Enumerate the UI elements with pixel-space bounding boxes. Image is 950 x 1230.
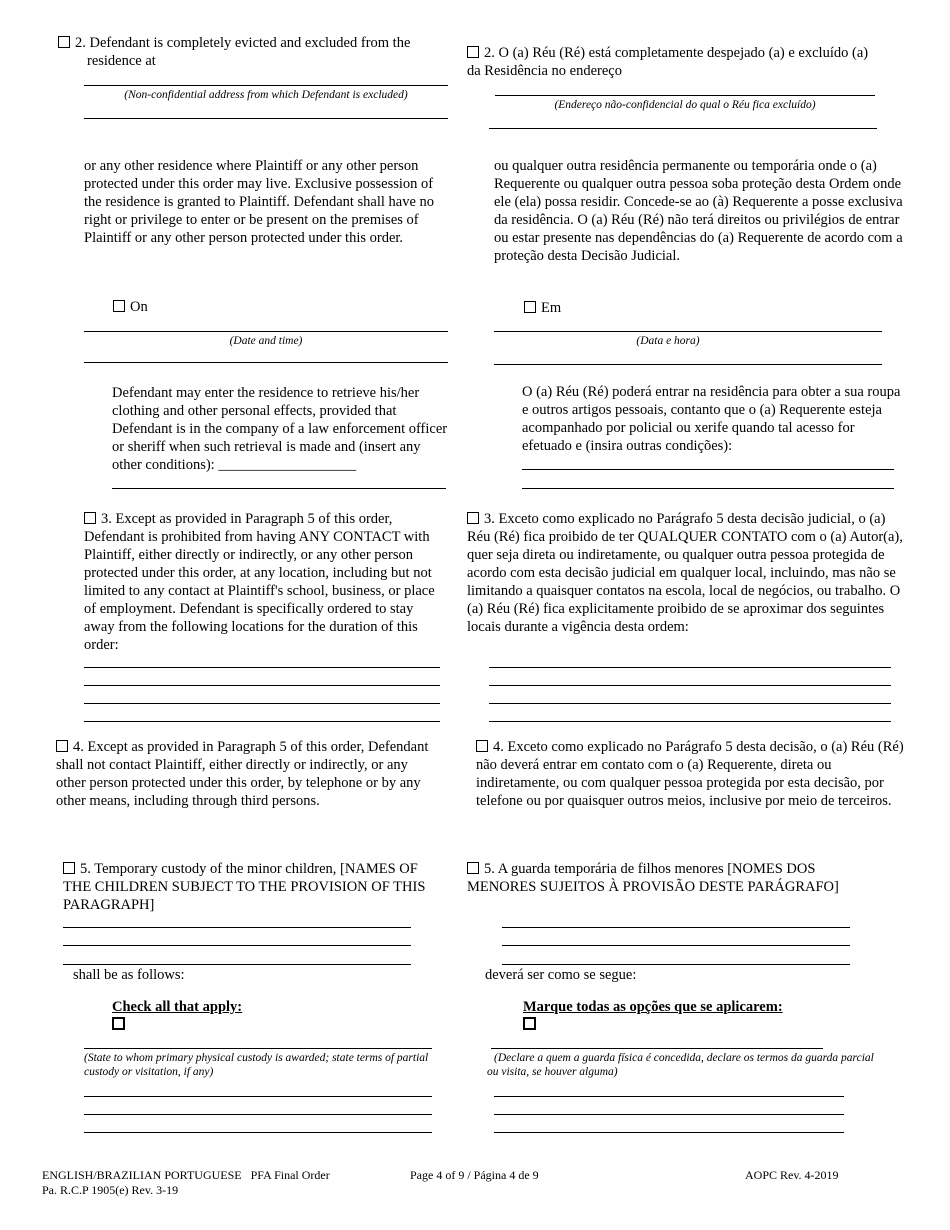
pt-address-line[interactable] bbox=[495, 95, 875, 96]
en-date-line-2[interactable] bbox=[84, 362, 448, 363]
pt-item5 bbox=[467, 860, 887, 896]
pt-location-line-3[interactable] bbox=[489, 703, 891, 704]
checkbox-icon[interactable] bbox=[58, 36, 70, 48]
checkbox-icon[interactable] bbox=[467, 46, 479, 58]
en-item5-text: 5. Temporary custody of the minor children, [NAMES OF THE CHILDREN SUBJECT TO THE PROVISION OF THIS PARAGRAPH] bbox=[63, 861, 426, 913]
pt-item2-body: ou qualquer outra residência permanente ou temporária onde o (a) Requerente ou qualquer outra pessoa soba proteção desta Ordem onde ele (ela) possa residir. Concede-se ao (à) Requerente a posse exclusiva da residência. O (a) Réu (Ré) não terá direitos ou privilégios de entrar ou estar presente nas dependências do (a) Requerente de acordo com a proteção desta Decisão Judicial. bbox=[494, 158, 903, 264]
en-on-option bbox=[113, 298, 148, 316]
pt-date-line[interactable] bbox=[494, 331, 882, 332]
pt-item4 bbox=[476, 738, 904, 810]
en-item2-body: or any other residence where Plaintiff or any other person protected under this order may live. Exclusive possession of the residence is granted to Plaintiff. Defendant shall have no right or privilege to enter or be present on the premises of Plaintiff or any other person protected under this order. bbox=[84, 158, 435, 246]
en-children-line-1[interactable] bbox=[63, 927, 411, 928]
pt-item5-text: 5. A guarda temporária de filhos menores [NOMES DOS MENORES SUJEITOS À PROVISÃO DESTE PARÁGRAFO] bbox=[467, 861, 839, 895]
checkbox-icon[interactable] bbox=[476, 740, 488, 752]
pt-custody-line-3[interactable] bbox=[494, 1132, 844, 1133]
en-location-line-1[interactable] bbox=[84, 667, 440, 668]
en-custody-caption: (State to whom primary physical custody is awarded; state terms of partial custody or visitation, if any) bbox=[84, 1052, 429, 1078]
pt-conditions-line-2[interactable] bbox=[522, 488, 894, 489]
checkbox-icon[interactable] bbox=[56, 740, 68, 752]
pt-custody-line-2[interactable] bbox=[494, 1114, 844, 1115]
en-conditions-line[interactable] bbox=[112, 488, 446, 489]
pt-check-all-heading: Marque todas as opções que se aplicarem: bbox=[523, 999, 783, 1015]
pt-address-line-2[interactable] bbox=[489, 128, 877, 129]
en-custody-line-1[interactable] bbox=[84, 1096, 432, 1097]
pt-date-caption: (Data e hora) bbox=[636, 335, 700, 347]
pt-on-option bbox=[524, 299, 561, 317]
en-date-line[interactable] bbox=[84, 331, 448, 332]
pt-custody-caption: (Declare a quem a guarda física é concedida, declare os termos da guarda parcial ou visita, se houver alguma) bbox=[487, 1052, 874, 1078]
pt-item3 bbox=[467, 510, 905, 636]
pt-children-line-2[interactable] bbox=[502, 945, 850, 946]
pt-item2-line2: da Residência no endereço bbox=[467, 63, 622, 79]
pt-address-caption: (Endereço não-confidencial do qual o Réu fica excluído) bbox=[554, 99, 816, 111]
pt-item4-text: 4. Exceto como explicado no Parágrafo 5 desta decisão, o (a) Réu (Ré) não deverá entrar em contato com o (a) Requerente, direta ou indiretamente, ou com qualquer pessoa protegida por esta decisão, por telefone ou por quaisquer outros meios, inclusive por meio de terceiros. bbox=[476, 739, 904, 809]
en-location-line-2[interactable] bbox=[84, 685, 440, 686]
en-item4-text: 4. Except as provided in Paragraph 5 of this order, Defendant shall not contact Plaintiff, either directly or indirectly, or any other person protected under this order, by telephone or by any other means, including through third persons. bbox=[56, 739, 429, 809]
checkbox-icon[interactable] bbox=[524, 301, 536, 313]
footer-page-number: Page 4 of 9 / Página 4 de 9 bbox=[410, 1168, 539, 1182]
footer-revision: AOPC Rev. 4-2019 bbox=[745, 1168, 839, 1182]
pt-children-line-3[interactable] bbox=[502, 964, 850, 965]
en-item3-text: 3. Except as provided in Paragraph 5 of this order, Defendant is prohibited from having ANY CONTACT with Plaintiff, either directly or indirectly, or any other person protected under this order, at any location, including but not limited to any contact at Plaintiff's school, business, or place of employment. Defendant is specifically ordered to stay away from the following locations for the duration of this order: bbox=[84, 511, 435, 653]
checkbox-icon[interactable] bbox=[113, 300, 125, 312]
pt-custody-line[interactable] bbox=[491, 1048, 823, 1049]
pt-location-line-2[interactable] bbox=[489, 685, 891, 686]
pt-children-line-1[interactable] bbox=[502, 927, 850, 928]
en-address-line[interactable] bbox=[84, 85, 448, 86]
pt-item2-heading bbox=[467, 44, 907, 80]
checkbox-icon[interactable] bbox=[112, 1017, 125, 1030]
en-item5 bbox=[63, 860, 449, 914]
en-address-line-2[interactable] bbox=[84, 118, 448, 119]
checkbox-icon[interactable] bbox=[84, 512, 96, 524]
en-children-line-3[interactable] bbox=[63, 964, 411, 965]
pt-custody-checkbox[interactable] bbox=[523, 1017, 536, 1035]
pt-conditions-line-1[interactable] bbox=[522, 469, 894, 470]
pt-date-line-2[interactable] bbox=[494, 364, 882, 365]
en-date-caption: (Date and time) bbox=[229, 335, 303, 347]
en-item2-line1: 2. Defendant is completely evicted and excluded from the bbox=[75, 35, 411, 51]
en-item4 bbox=[56, 738, 436, 810]
en-custody-line[interactable] bbox=[84, 1048, 432, 1049]
pt-item3-text: 3. Exceto como explicado no Parágrafo 5 desta decisão judicial, o (a) Réu (Ré) fica proibido de ter QUALQUER CONTATO com o (a) Autor(a), quer seja direta ou indiretamente, ou qualquer outra pessoa protegida de acordo com esta decisão judicial em qualquer local, incluindo, mas não se limitando a quaisquer contatos na escola, local de negócios, ou trabalho. O (a) Réu (Ré) fica explicitamente proibido de se aproximar dos seguintes locais durante a vigência desta ordem: bbox=[467, 511, 903, 635]
checkbox-icon[interactable] bbox=[467, 862, 479, 874]
pt-location-line-1[interactable] bbox=[489, 667, 891, 668]
pt-follows: deverá ser como se segue: bbox=[485, 967, 637, 983]
en-retrieve-text: Defendant may enter the residence to retrieve his/her clothing and other personal effects, provided that Defendant is in the company of a law enforcement officer or sheriff when such retrieval is made and (insert any other conditions): ___________________ bbox=[112, 385, 448, 473]
footer-form-name: ENGLISH/BRAZILIAN PORTUGUESE PFA Final Order bbox=[42, 1168, 330, 1182]
en-item2-heading bbox=[58, 34, 450, 70]
pt-item2-line1: 2. O (a) Réu (Ré) está completamente despejado (a) e excluído (a) bbox=[484, 45, 869, 61]
checkbox-icon[interactable] bbox=[467, 512, 479, 524]
en-check-all-heading: Check all that apply: bbox=[112, 999, 243, 1015]
pt-location-line-4[interactable] bbox=[489, 721, 891, 722]
en-address-caption: (Non-confidential address from which Defendant is excluded) bbox=[124, 89, 408, 101]
checkbox-icon[interactable] bbox=[523, 1017, 536, 1030]
pt-on-label: Em bbox=[541, 300, 562, 316]
pt-custody-line-1[interactable] bbox=[494, 1096, 844, 1097]
en-item2-line2: residence at bbox=[87, 53, 156, 69]
footer-rule: Pa. R.C.P 1905(e) Rev. 3-19 bbox=[42, 1183, 179, 1197]
en-custody-line-2[interactable] bbox=[84, 1114, 432, 1115]
en-item3 bbox=[84, 510, 446, 654]
pt-retrieve-text: O (a) Réu (Ré) poderá entrar na residência para obter a sua roupa e outros artigos pessoais, contanto que o (a) Requerente esteja acompanhado por policial ou xerife quando tal acesso for efetuado e (insira outras condições): bbox=[522, 384, 901, 454]
en-children-line-2[interactable] bbox=[63, 945, 411, 946]
en-follows: shall be as follows: bbox=[73, 967, 185, 983]
en-on-label: On bbox=[130, 299, 148, 315]
en-custody-checkbox[interactable] bbox=[112, 1017, 125, 1035]
en-custody-line-3[interactable] bbox=[84, 1132, 432, 1133]
en-location-line-4[interactable] bbox=[84, 721, 440, 722]
en-location-line-3[interactable] bbox=[84, 703, 440, 704]
checkbox-icon[interactable] bbox=[63, 862, 75, 874]
